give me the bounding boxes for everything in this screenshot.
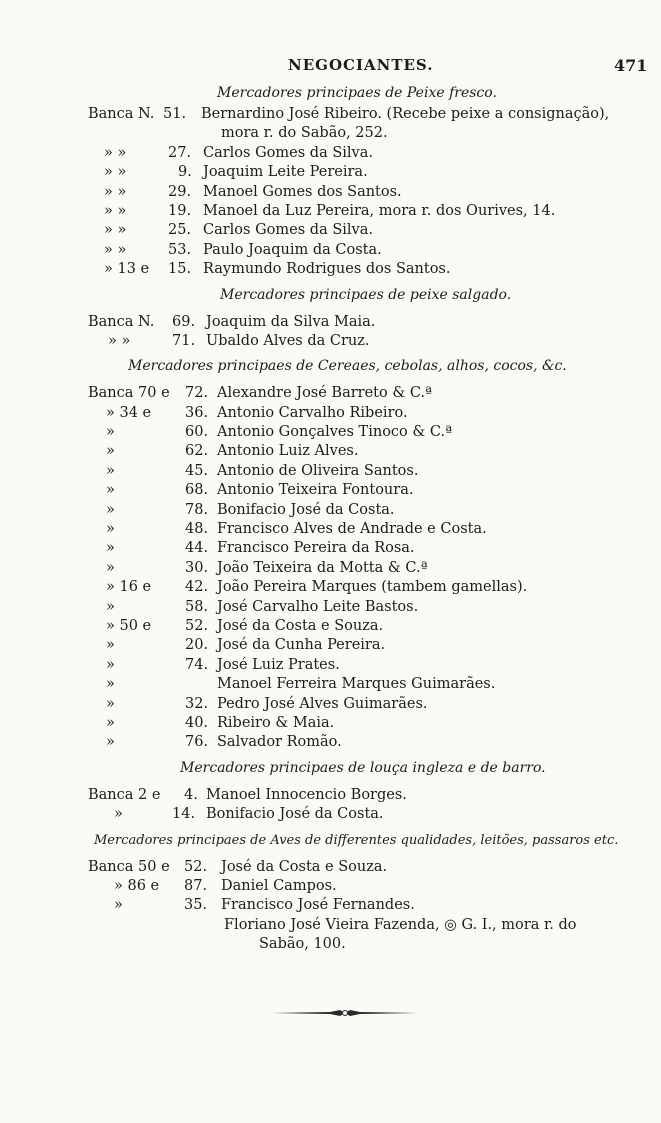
list-item: [0, 221, 661, 240]
list-item: [0, 384, 661, 403]
text-cell: 20.: [185, 637, 209, 654]
list-item: [0, 183, 661, 202]
text-cell: Manoel Ferreira Marques Guimarães.: [217, 676, 496, 693]
text-cell: Manoel Gomes dos Santos.: [203, 183, 402, 200]
list-item: [0, 617, 661, 636]
list-item: [0, 916, 661, 935]
text-cell: » 16 e: [106, 579, 152, 596]
text-cell: João Teixeira da Motta & C.ª: [217, 559, 428, 576]
list-item: [0, 714, 661, 733]
text-cell: Bonifacio José da Costa.: [206, 806, 384, 823]
text-cell: 14.: [172, 806, 196, 823]
text-cell: Mercadores principaes de peixe salgado.: [220, 286, 512, 303]
text-cell: Bernardino José Ribeiro. (Recebe peixe a consignação),: [201, 106, 610, 122]
text-cell: Banca N.: [88, 106, 155, 122]
text-cell: 76.: [185, 734, 209, 751]
text-cell: 40.: [185, 714, 209, 731]
list-item: [0, 896, 661, 915]
text-cell: »: [106, 501, 115, 518]
list-item: [0, 501, 661, 520]
list-item: [0, 481, 661, 500]
list-item: [0, 260, 661, 279]
text-cell: Ubaldo Alves da Cruz.: [206, 332, 370, 349]
text-cell: 60.: [185, 424, 209, 441]
text-cell: mora r. do Sabão, 252.: [221, 125, 388, 142]
section-heading-peixe-salgado: [0, 286, 661, 307]
text-cell: »: [106, 695, 115, 712]
text-cell: Mercadores principaes de Aves de differentes qualidades, leitões, passaros etc.: [94, 832, 619, 848]
text-cell: José da Cunha Pereira.: [217, 637, 386, 654]
text-cell: Joaquim Leite Pereira.: [203, 164, 368, 181]
text-cell: Mercadores principaes de louça ingleza e de barro.: [180, 759, 546, 776]
text-cell: » 50 e: [106, 617, 152, 634]
text-cell: 51.: [163, 106, 187, 122]
text-cell: Francisco José Fernandes.: [221, 897, 415, 914]
list-item: [0, 520, 661, 539]
section-heading-aves: [0, 831, 661, 852]
text-cell: 52.: [184, 858, 208, 875]
text-cell: José da Costa e Souza.: [221, 858, 388, 875]
list-item: [0, 935, 661, 954]
text-cell: 69.: [172, 313, 196, 330]
text-cell: »: [106, 714, 115, 731]
text-cell: »: [106, 676, 115, 693]
text-cell: » »: [108, 332, 131, 349]
text-cell: 35.: [184, 897, 208, 914]
text-cell: Antonio Luiz Alves.: [217, 443, 359, 460]
text-cell: » 13 e: [104, 261, 150, 278]
text-cell: » »: [104, 202, 127, 219]
list-item: [0, 786, 661, 805]
text-cell: » »: [104, 164, 127, 181]
text-cell: »: [106, 482, 115, 499]
list-item: [0, 423, 661, 442]
list-item: [0, 144, 661, 163]
text-cell: João Pereira Marques (tambem gamellas).: [217, 579, 528, 596]
text-cell: 58.: [185, 598, 209, 615]
text-cell: Francisco Alves de Andrade e Costa.: [217, 521, 487, 538]
text-cell: »: [106, 443, 115, 460]
list-item: [0, 695, 661, 714]
list-item: [0, 404, 661, 423]
text-cell: »: [114, 806, 123, 823]
text-cell: 74.: [185, 656, 209, 673]
text-cell: Manoel da Luz Pereira, mora r. dos Ourives, 14.: [203, 202, 556, 219]
page-title: NEGOCIANTES.: [288, 56, 434, 74]
text-cell: Banca N.: [88, 313, 155, 330]
section-heading-cereaes: [0, 357, 661, 378]
page-header: [0, 56, 661, 80]
list-item: [0, 163, 661, 182]
text-cell: 62.: [185, 443, 209, 460]
text-cell: Floriano José Vieira Fazenda, ◎ G. I., mora r. do: [224, 916, 577, 933]
text-cell: José Luiz Prates.: [217, 656, 340, 673]
list-item: [0, 656, 661, 675]
text-cell: Daniel Campos.: [221, 877, 337, 894]
text-cell: » »: [104, 144, 127, 161]
text-cell: »: [114, 897, 123, 914]
text-cell: Antonio Carvalho Ribeiro.: [217, 404, 408, 421]
list-item: [0, 805, 661, 824]
text-cell: Alexandre José Barreto & C.ª: [217, 385, 432, 402]
section-heading-peixe-fresco: [0, 84, 661, 105]
text-cell: 78.: [185, 501, 209, 518]
text-cell: Manoel Innocencio Borges.: [206, 786, 407, 803]
text-cell: José Carvalho Leite Bastos.: [217, 598, 419, 615]
text-cell: » 34 e: [106, 404, 152, 421]
text-cell: Francisco Pereira da Rosa.: [217, 540, 415, 557]
section-heading-louca: [0, 759, 661, 780]
text-cell: 42.: [185, 579, 209, 596]
text-cell: Raymundo Rodrigues dos Santos.: [203, 261, 451, 278]
text-cell: »: [106, 540, 115, 557]
text-cell: 52.: [185, 617, 209, 634]
list-item: [0, 241, 661, 260]
text-cell: Joaquim da Silva Maia.: [206, 313, 376, 330]
page-content: [0, 84, 661, 954]
text-cell: Paulo Joaquim da Costa.: [203, 241, 382, 258]
text-cell: José da Costa e Souza.: [217, 617, 384, 634]
list-item: [0, 539, 661, 558]
list-item: [0, 332, 661, 351]
text-cell: 19.: [168, 202, 192, 219]
text-cell: 29.: [168, 183, 192, 200]
text-cell: »: [106, 559, 115, 576]
text-cell: 87.: [184, 877, 208, 894]
list-item: [0, 124, 661, 143]
text-cell: 25.: [168, 222, 192, 239]
text-cell: 68.: [185, 482, 209, 499]
text-cell: » 86 e: [114, 877, 160, 894]
text-cell: Sabão, 100.: [259, 936, 346, 953]
list-item: [0, 559, 661, 578]
list-item: [0, 202, 661, 221]
text-cell: »: [106, 521, 115, 538]
text-cell: »: [106, 424, 115, 441]
text-cell: Salvador Romão.: [217, 734, 342, 751]
text-cell: » »: [104, 222, 127, 239]
list-item: [0, 313, 661, 332]
text-cell: 32.: [185, 695, 209, 712]
text-cell: Carlos Gomes da Silva.: [203, 144, 373, 161]
list-item: [0, 877, 661, 896]
text-cell: 44.: [185, 540, 209, 557]
list-item: [0, 858, 661, 877]
text-cell: 48.: [185, 521, 209, 538]
text-cell: 36.: [185, 404, 209, 421]
text-cell: 53.: [168, 241, 192, 258]
text-cell: Carlos Gomes da Silva.: [203, 222, 373, 239]
text-cell: » »: [104, 241, 127, 258]
text-cell: 4.: [184, 786, 198, 803]
list-item: [0, 442, 661, 461]
text-cell: Mercadores principaes de Peixe fresco.: [217, 85, 497, 101]
text-cell: Mercadores principaes de Cereaes, cebolas, alhos, cocos, &c.: [128, 358, 567, 375]
text-cell: »: [106, 656, 115, 673]
list-item: [0, 733, 661, 752]
list-item: [0, 578, 661, 597]
text-cell: Antonio Teixeira Fontoura.: [217, 482, 414, 499]
text-cell: 9.: [178, 164, 192, 181]
text-cell: 72.: [185, 385, 209, 402]
text-cell: »: [106, 734, 115, 751]
ornament-divider: [270, 1008, 420, 1018]
list-item: [0, 636, 661, 655]
text-cell: »: [106, 637, 115, 654]
text-cell: Pedro José Alves Guimarães.: [217, 695, 428, 712]
text-cell: 27.: [168, 144, 192, 161]
text-cell: Banca 70 e: [88, 385, 170, 402]
list-item: [0, 598, 661, 617]
text-cell: Banca 2 e: [88, 786, 161, 803]
page-number: 471: [614, 56, 648, 75]
text-cell: 30.: [185, 559, 209, 576]
text-cell: » »: [104, 183, 127, 200]
text-cell: Banca 50 e: [88, 858, 170, 875]
list-item: [0, 675, 661, 694]
text-cell: 45.: [185, 462, 209, 479]
text-cell: Ribeiro & Maia.: [217, 714, 335, 731]
text-cell: Bonifacio José da Costa.: [217, 501, 395, 518]
text-cell: 71.: [172, 332, 196, 349]
text-cell: Antonio de Oliveira Santos.: [217, 462, 419, 479]
list-item: [0, 462, 661, 481]
text-cell: Antonio Gonçalves Tinoco & C.ª: [217, 424, 452, 441]
list-item: [0, 105, 661, 124]
text-cell: 15.: [168, 261, 192, 278]
text-cell: »: [106, 462, 115, 479]
text-cell: »: [106, 598, 115, 615]
